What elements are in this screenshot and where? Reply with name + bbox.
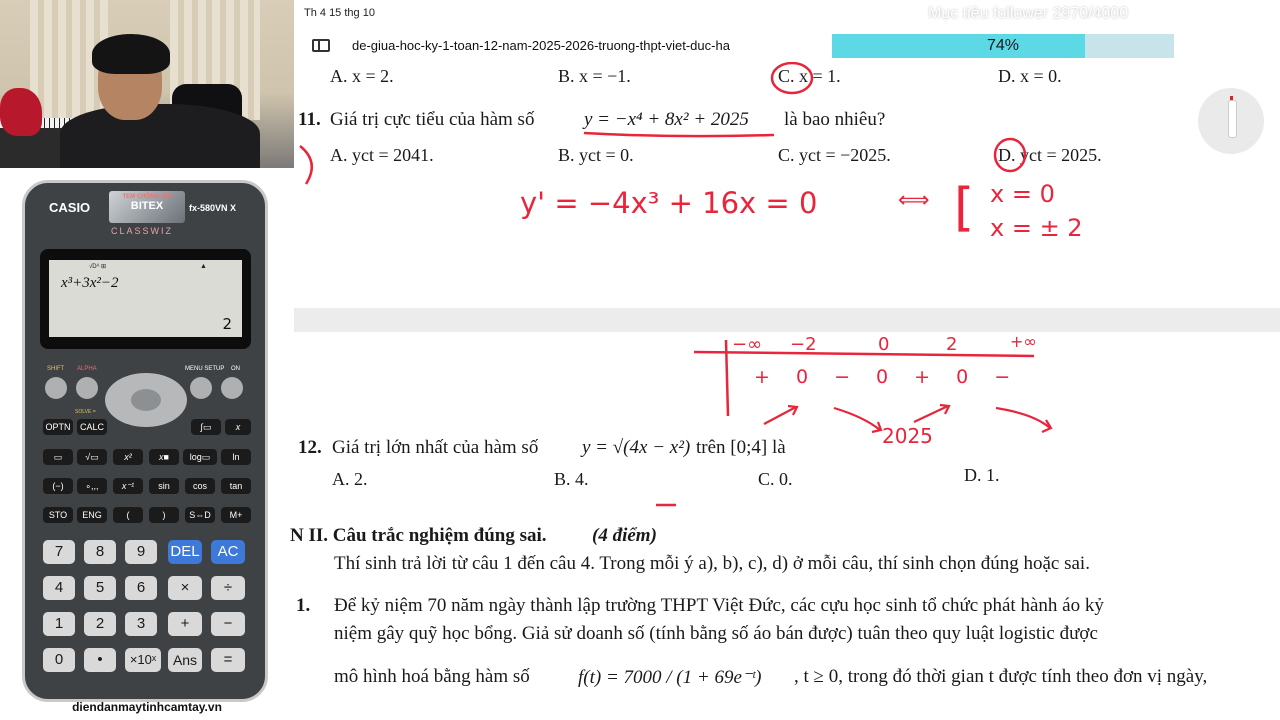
table-x-5: +∞ <box>1010 332 1037 351</box>
degree-key[interactable]: ∘,,, <box>77 478 107 494</box>
integral-key[interactable]: ∫▭ <box>191 419 221 435</box>
mplus-key[interactable]: M+ <box>221 507 251 523</box>
battery-percent: 45% <box>1214 8 1237 20</box>
q10-option-b: B. x = −1. <box>558 66 631 86</box>
solution-2: x = ± 2 <box>990 214 1083 242</box>
direction-pad[interactable] <box>105 373 187 427</box>
part2-points: (4 điểm) <box>592 525 657 546</box>
q10-option-a: A. x = 2. <box>330 66 394 86</box>
person-hair <box>92 34 170 74</box>
lcd-display <box>49 260 242 337</box>
key-8[interactable]: 8 <box>84 540 116 564</box>
red-object <box>0 88 42 136</box>
part2-instruction: Thí sinh trả lời từ câu 1 đến câu 4. Trong mỗi ý a), b), c), d) ở mỗi câu, thí sinh chọn đúng hoặc sai. <box>334 553 1090 574</box>
alpha-label: ALPHA <box>77 366 97 372</box>
key-4[interactable]: 4 <box>43 576 75 600</box>
square-key[interactable]: x² <box>113 449 143 465</box>
close-paren-key[interactable]: ) <box>149 507 179 523</box>
table-x-2: −2 <box>790 334 817 355</box>
sin-key[interactable]: sin <box>149 478 179 494</box>
q12-option-d: D. 1. <box>964 465 1000 485</box>
table-x-1: −∞ <box>732 334 763 355</box>
table-x-4: 2 <box>946 334 958 355</box>
underline-function <box>584 133 774 136</box>
inverse-key[interactable]: x⁻¹ <box>113 478 143 494</box>
lcd-expression: x³+3x²−2 <box>61 275 119 291</box>
key-5[interactable]: 5 <box>84 576 116 600</box>
circle-q11-d <box>995 139 1025 171</box>
solution-1: x = 0 <box>990 180 1055 208</box>
calc-key[interactable]: CALC <box>77 419 107 435</box>
q12-function: y = √(4x − x²) <box>582 437 691 458</box>
q12-option-c: C. 0. <box>758 469 793 489</box>
power-key[interactable]: x■ <box>149 449 179 465</box>
url-text[interactable]: de-giua-hoc-ky-1-toan-12-nam-2025-2026-truong-thpt-viet-duc-ha <box>352 38 730 53</box>
p2q1-line2: niệm gây quỹ học bổng. Giả sử doanh số (tính bằng số áo bán được) tuân theo quy luật logistic được <box>334 623 1098 644</box>
x-key[interactable]: x <box>225 419 251 435</box>
q12-text: Giá trị lớn nhất của hàm số <box>332 437 539 458</box>
table-max-value: 2025 <box>882 424 933 448</box>
q11-tail: là bao nhiêu? <box>784 109 886 130</box>
calculator: CASIO TEM CHỐNG GIẢ BITEX fx-580VN X CLASSWIZ √Dᴬ ⊞ ▲ x³+3x²−2 2 SHIFT ALPHA MENU SETUP ON SOLVE = OPTN CALC ∫▭ x ▭ √▭ x² x■ log▭ ln (−) ∘,,, x⁻¹ sin cos tan STO ENG ( ) S⇔D M+ 7 8 9 DEL AC 4 5 6 × ÷ 1 2 3 + − 0 • ×10ˣ Ans = <box>22 180 268 702</box>
arrow-down-1 <box>834 408 881 432</box>
p2q1-line3-pre: mô hình hoá bằng hàm số <box>334 666 530 687</box>
table-x-3: 0 <box>878 334 890 355</box>
sidebar-icon[interactable] <box>312 39 330 52</box>
lcd-result: 2 <box>222 315 232 333</box>
calculator-brand: CASIO <box>49 200 91 215</box>
calculator-panel <box>0 168 294 720</box>
shift-label: SHIFT <box>47 366 65 372</box>
battery-icon <box>1246 9 1268 21</box>
menu-button[interactable] <box>190 377 212 399</box>
lcd-indicators: √Dᴬ ⊞ <box>89 264 107 270</box>
plus-key[interactable]: + <box>168 612 202 636</box>
ink-annotations <box>294 62 1280 720</box>
up-arrow-icon: ▲ <box>200 263 207 270</box>
progress-label: 74% <box>986 37 1020 54</box>
follower-progress-bar <box>832 34 1174 58</box>
p2q1-number: 1. <box>296 595 311 616</box>
ac-key[interactable]: AC <box>211 540 245 564</box>
key-3[interactable]: 3 <box>125 612 157 636</box>
circle-q10-c <box>772 63 812 93</box>
q11-option-a: A. yct = 2041. <box>330 145 434 165</box>
q11-option-d: D. yct = 2025. <box>998 145 1102 165</box>
sqrt-key[interactable]: √▭ <box>77 449 107 465</box>
q11-option-c: C. yct = −2025. <box>778 145 891 165</box>
optn-key[interactable]: OPTN <box>43 419 73 435</box>
exp10-key[interactable]: ×10ˣ <box>125 648 161 672</box>
q11-text: Giá trị cực tiểu của hàm số <box>330 109 535 130</box>
decimal-key[interactable]: • <box>84 648 116 672</box>
q12-number: 12. <box>298 437 322 458</box>
divide-key[interactable]: ÷ <box>211 576 245 600</box>
on-button[interactable] <box>221 377 243 399</box>
bitex-seal: TEM CHỐNG GIẢ BITEX <box>109 191 185 223</box>
q11-function: y = −x⁴ + 8x² + 2025 <box>584 109 749 130</box>
q10-option-d: D. x = 0. <box>998 66 1062 86</box>
alpha-button[interactable] <box>76 377 98 399</box>
q10-option-c: C. x = 1. <box>778 66 841 86</box>
calculator-screen <box>40 249 251 349</box>
iff-symbol: ⟺ <box>898 188 930 213</box>
pdf-document: A. x = 2. B. x = −1. C. x = 1. D. x = 0. 11. Giá trị cực tiểu của hàm số y = −x⁴ + 8x² + 2025 là bao nhiêu? A. yct = 2041. B. yct = 0. C. yct = −2025. D. yct = 2025. 12. Giá trị lớn nhất của hàm số y = √(4x − x²) trên [0;4] là A. 2. B. 4. C. 0. D. 1. N II. Câu trắc nghiệm đúng sai. (4 điểm) Thí sinh trả lời từ câu 1 đến câu 4. Trong mỗi ý a), b), c), d) ở mỗi câu, thí sinh chọn đúng hoặc sai. 1. Để kỷ niệm 70 năm ngày thành lập trường THPT Việt Đức, các cựu học sinh tổ chức phát hành áo kỷ niệm gây quỹ học bổng. Giả sử doanh số (tính bằng số áo bán được) tuân theo quy luật logistic được mô hình hoá bằng hàm số f(t) = 7000 / (1 + 69e⁻ᵗ) , t ≥ 0, trong đó thời gian t được tính theo đơn vị ngày, y' = −4x³ + 16x = 0 ⟺ [ x = 0 x = ± 2 −∞ −2 0 2 +∞ + 0 − 0 + 0 − 2025 <box>294 62 1280 720</box>
ln-key[interactable]: ln <box>221 449 251 465</box>
log-key[interactable]: log▭ <box>183 449 217 465</box>
table-sign-row: + 0 − 0 + 0 − <box>754 366 1021 388</box>
eng-key[interactable]: ENG <box>77 507 107 523</box>
key-6[interactable]: 6 <box>125 576 157 600</box>
calculator-model: fx-580VN X <box>189 203 237 213</box>
part2-heading: N II. Câu trắc nghiệm đúng sai. <box>290 525 547 546</box>
website-caption: diendanmaytinhcamtay.vn <box>72 700 222 714</box>
derivative-handwriting: y' = −4x³ + 16x = 0 <box>520 186 818 220</box>
calculator-series: CLASSWIZ <box>111 226 174 236</box>
key-9[interactable]: 9 <box>125 540 157 564</box>
key-0[interactable]: 0 <box>43 648 75 672</box>
fraction-key[interactable]: ▭ <box>43 449 73 465</box>
tan-key[interactable]: tan <box>221 478 251 494</box>
menu-label: MENU SETUP <box>185 366 225 372</box>
q12-tail: trên [0;4] là <box>696 437 786 458</box>
cos-key[interactable]: cos <box>185 478 215 494</box>
equals-key[interactable]: = <box>211 648 245 672</box>
status-time: Th 4 15 thg 10 <box>304 7 375 19</box>
address-bar[interactable] <box>304 32 864 62</box>
key-1[interactable]: 1 <box>43 612 75 636</box>
replay-center[interactable] <box>131 389 161 411</box>
shift-button[interactable] <box>45 377 67 399</box>
q12-option-a: A. 2. <box>332 469 368 489</box>
circle-q11-a <box>300 146 312 184</box>
p2q1-formula: f(t) = 7000 / (1 + 69e⁻ᵗ) <box>578 667 762 688</box>
arrow-up-2 <box>914 405 949 422</box>
arrow-down-2 <box>996 408 1051 432</box>
p2q1-line3-post: , t ≥ 0, trong đó thời gian t được tính theo đơn vị ngày, <box>794 666 1208 687</box>
q12-option-b: B. 4. <box>554 469 589 489</box>
sto-key[interactable]: STO <box>43 507 73 523</box>
minus-key[interactable]: − <box>211 612 245 636</box>
webcam-feed <box>0 0 294 168</box>
ans-key[interactable]: Ans <box>168 648 202 672</box>
del-key[interactable]: DEL <box>168 540 202 564</box>
follower-goal: Mục tiêu follower 2970/4000 <box>928 5 1129 22</box>
on-label: ON <box>231 366 240 372</box>
open-paren-key[interactable]: ( <box>113 507 143 523</box>
negative-key[interactable]: (−) <box>43 478 73 494</box>
arrow-up-1 <box>764 406 797 424</box>
p2q1-line1: Để kỷ niệm 70 năm ngày thành lập trường THPT Việt Đức, các cựu học sinh tổ chức phát hành áo kỷ <box>334 595 1104 616</box>
sd-key[interactable]: S⇔D <box>185 507 215 523</box>
key-7[interactable]: 7 <box>43 540 75 564</box>
person-body <box>60 104 260 168</box>
multiply-key[interactable]: × <box>168 576 202 600</box>
q11-option-b: B. yct = 0. <box>558 145 634 165</box>
q11-number: 11. <box>298 109 321 130</box>
key-2[interactable]: 2 <box>84 612 116 636</box>
